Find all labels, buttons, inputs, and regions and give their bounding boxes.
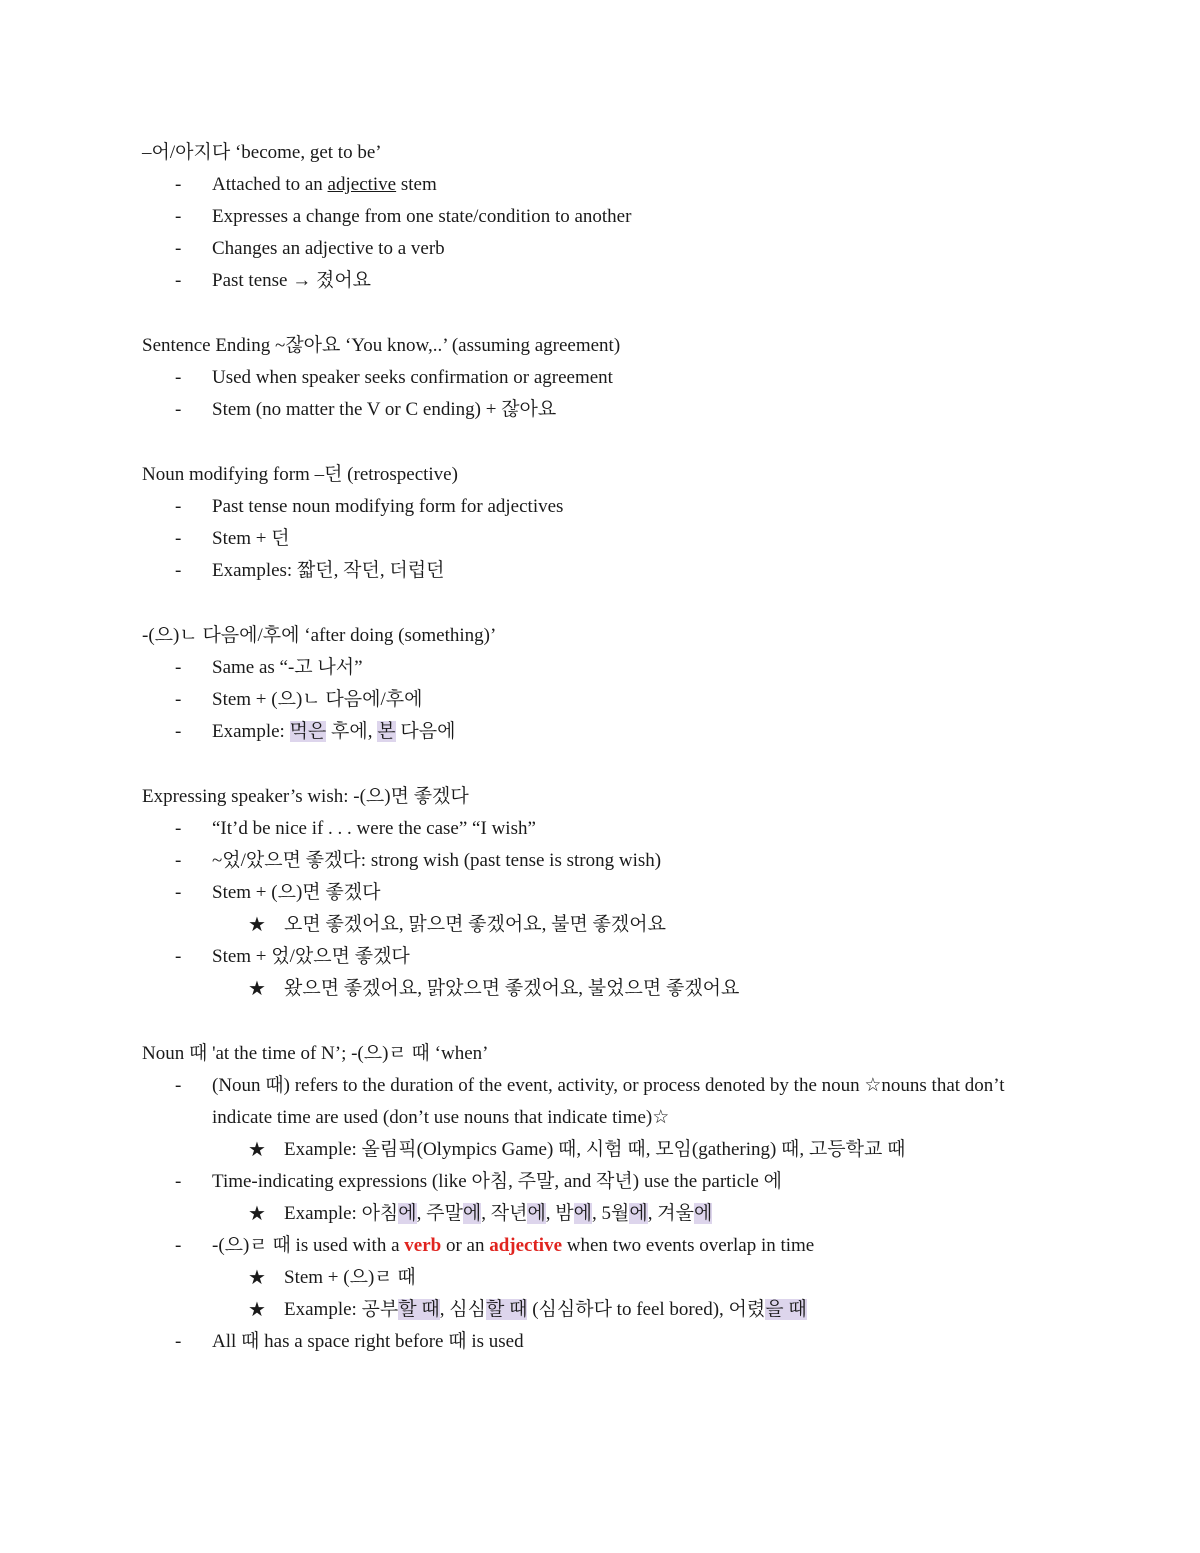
dash-bullet: - [175,238,182,259]
dash-bullet: - [175,657,182,678]
highlighted-text: 을 때 [765,1299,807,1320]
list-item: - ~었/았으면 좋겠다: strong wish (past tense is strong wish) [142,845,1200,877]
sub-list-item: ★ Stem + (으)ㄹ 때 [142,1262,1200,1294]
dash-bullet: - [175,1075,182,1096]
list-item: - Stem + (으)ㄴ 다음에/후에 [142,684,1200,716]
verb-keyword: verb [404,1235,442,1256]
section-heading: -(으)ㄴ 다음에/후에 ‘after doing (something)’ [142,625,497,646]
dash-bullet: - [175,721,182,742]
list-item: - Attached to an adjective stem [142,169,1200,201]
dash-bullet: - [175,850,182,871]
star-bullet-icon: ★ [248,1299,266,1321]
highlighted-text: 에 [693,1203,713,1224]
highlighted-text: 본 [377,721,396,742]
sub-list-item: ★ 왔으면 좋겠어요, 맑았으면 좋겠어요, 불었으면 좋겠어요 [142,973,1200,1005]
section-heading: Noun 때 'at the time of N’; -(으)ㄹ 때 ‘when’ [142,1043,489,1064]
star-bullet-icon: ★ [248,914,266,936]
list-item: - Used when speaker seeks confirmation or agreement [142,362,1200,394]
list-item: - Same as “-고 나서” [142,652,1200,684]
sub-list-item: ★ 오면 좋겠어요, 맑으면 좋겠어요, 불면 좋겠어요 [142,909,1200,941]
dash-bullet: - [175,818,182,839]
star-bullet-icon: ★ [248,1267,266,1289]
list-item: - Stem (no matter the V or C ending) + 잖아요 [142,394,1200,426]
list-item: - All 때 has a space right before 때 is used [142,1326,1200,1358]
list-item: - Examples: 짧던, 작던, 더럽던 [142,555,1200,587]
dash-bullet: - [175,689,182,710]
highlighted-text: 에 [527,1203,546,1224]
list-item: - Stem + (으)면 좋겠다 [142,877,1200,909]
list-item: - “It’d be nice if . . . were the case” “I wish” [142,813,1200,845]
list-item: - Stem + 던 [142,523,1200,555]
section-become [142,137,1200,297]
highlighted-text: 에 [462,1203,482,1224]
section-after-doing [142,620,1200,748]
adjective-keyword: adjective [489,1235,563,1256]
section-time [142,1038,1200,1358]
list-item: - -(으)ㄹ 때 is used with a verb or an adjective when two events overlap in time [142,1230,1200,1262]
section-janayo [142,330,1200,426]
sub-list-item: ★ Example: 공부할 때, 심심할 때 (심심하다 to feel bored), 어렸을 때 [142,1294,1200,1326]
underlined-term: adjective [327,174,397,195]
dash-bullet: - [175,1331,182,1352]
star-bullet-icon: ★ [248,1203,266,1225]
dash-bullet: - [175,946,182,967]
dash-bullet: - [175,528,182,549]
star-bullet-icon: ★ [248,1139,266,1161]
section-heading: Sentence Ending ~잖아요 ‘You know,..’ (assuming agreement) [142,335,621,356]
highlighted-text: 에 [398,1203,417,1224]
dash-bullet: - [175,206,182,227]
dash-bullet: - [175,367,182,388]
dash-bullet: - [175,1171,182,1192]
highlighted-text: 할 때 [398,1299,440,1320]
sub-list-item: ★ Example: 올림픽(Olympics Game) 때, 시험 때, 모임(gathering) 때, 고등학교 때 [142,1134,1200,1166]
dash-bullet: - [175,560,182,581]
list-item: - Past tense → 졌어요 [142,265,1200,297]
highlighted-text: 에 [573,1203,593,1224]
highlighted-text: 에 [629,1203,648,1224]
dash-bullet: - [175,496,182,517]
list-item: - (Noun 때) refers to the duration of the event, activity, or process denoted by the noun ☆nouns that don’t indicate time are used (don’t use nouns that indicate time)☆ [142,1070,1032,1134]
section-heading: Expressing speaker’s wish: -(으)면 좋겠다 [142,786,469,807]
list-item: - Example: 먹은 후에, 본 다음에 [142,716,1200,748]
list-item: - Expresses a change from one state/condition to another [142,201,1200,233]
section-heading: –어/아지다 ‘become, get to be’ [142,142,382,163]
section-deon [142,459,1200,587]
sub-list-item: ★ Example: 아침에, 주말에, 작년에, 밤에, 5월에, 겨울에 [142,1198,1200,1230]
list-item: - Stem + 었/았으면 좋겠다 [142,941,1200,973]
section-wish [142,781,1200,1005]
list-item: - Changes an adjective to a verb [142,233,1200,265]
dash-bullet: - [175,270,182,291]
dash-bullet: - [175,399,182,420]
highlighted-text: 할 때 [485,1299,528,1320]
dash-bullet: - [175,174,182,195]
dash-bullet: - [175,882,182,903]
star-bullet-icon: ★ [248,978,266,1000]
list-item: - Past tense noun modifying form for adjectives [142,491,1200,523]
list-item: - Time-indicating expressions (like 아침, 주말, and 작년) use the particle 에 [142,1166,1200,1198]
dash-bullet: - [175,1235,182,1256]
highlighted-text: 먹은 [289,721,327,742]
section-heading: Noun modifying form –던 (retrospective) [142,464,458,485]
